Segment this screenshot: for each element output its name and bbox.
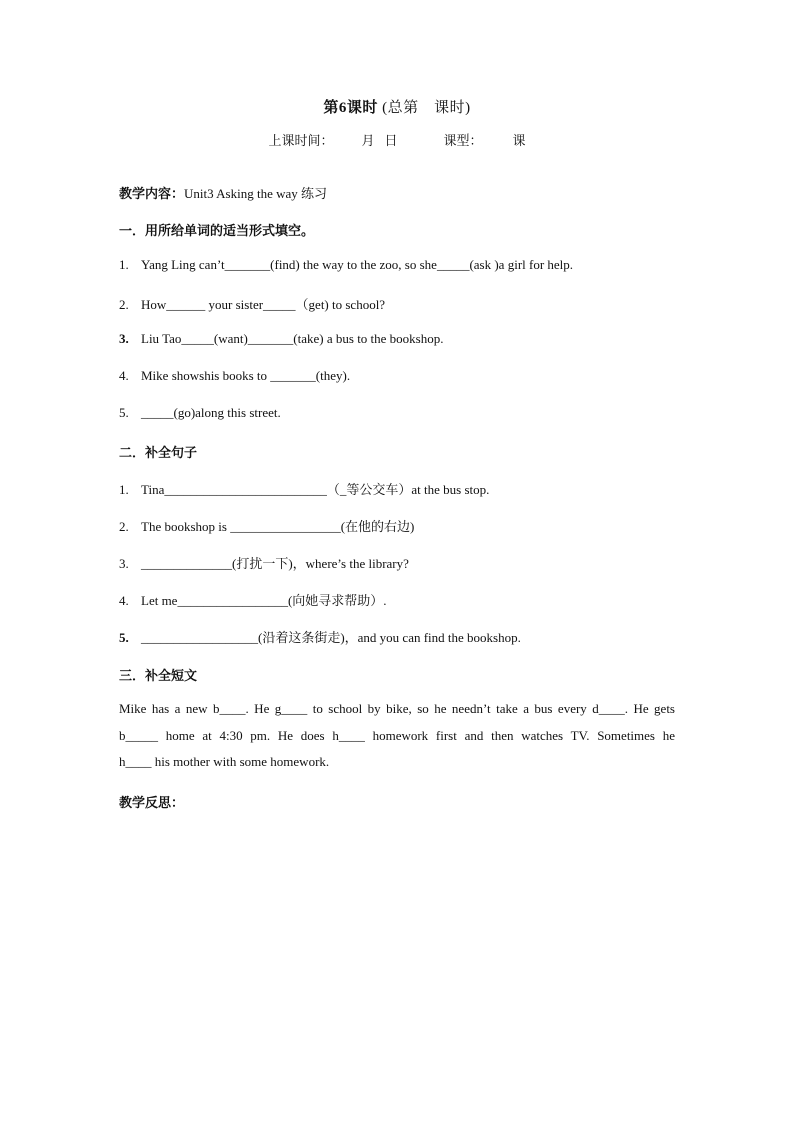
section1-heading: 一．用所给单词的适当形式填空。 [119,223,315,238]
item-text: Let me_________________(向她寻求帮助）. [141,593,387,608]
section2-item [119,479,489,498]
item-text: Liu Tao_____(want)_______(take) a bus to the bookshop. [141,331,444,346]
section1-item [119,294,385,313]
section1-item [119,257,573,273]
teaching-reflection-label: 教学反思： [119,795,185,810]
teaching-content [119,183,327,202]
day-label: 日 [384,133,398,148]
item-text: ______________(打扰一下)，where’s the library? [141,556,409,571]
item-number: 3. [119,331,129,346]
item-number: 2. [119,519,129,534]
item-number: 1. [119,257,129,272]
section1-item [119,405,281,421]
item-text: Yang Ling can’t_______(find) the way to the zoo, so she_____(ask )a girl for help. [141,257,574,272]
title-sub: (总第 课时) [382,100,471,116]
item-number: 5. [119,630,129,645]
item-number: 1. [119,482,129,497]
passage-line: h____ his mother with some homework. [119,754,330,769]
page-title [0,96,794,117]
section3-passage [119,696,675,776]
section2-item [119,590,387,609]
item-number: 2. [119,297,129,312]
section2-item [119,516,414,535]
section1-item [119,331,444,347]
item-text: Tina_________________________（_等公交车）at the bus stop. [141,482,490,497]
item-text: Mike showshis books to _______(they). [141,368,351,383]
title-main: 第6课时 [323,100,378,116]
section3-heading: 三．补全短文 [119,668,198,683]
section1-item [119,368,350,384]
item-number: 5. [119,405,129,420]
item-number: 4. [119,593,129,608]
lesson-label: 课 [512,133,526,148]
item-text: The bookshop is _________________(在他的右边) [141,519,415,534]
lesson-type-label: 课型： [443,133,483,148]
passage-line: b_____ home at 4:30 pm. He does h____ homework first and then watches TV. Sometimes he [119,727,675,743]
month-label: 月 [361,133,375,148]
item-number: 3. [119,556,129,571]
teaching-content-label: 教学内容： [119,186,185,201]
section2-heading: 二．补全句子 [119,445,198,460]
item-text: __________________(沿着这条街走)，and you can find the bookshop. [141,630,521,645]
class-time-label: 上课时间： [268,133,334,148]
item-number: 4. [119,368,129,383]
passage-line: Mike has a new b____. He g____ to school by bike, so he needn’t take a bus every d____. He gets [119,701,675,716]
class-meta-row [0,130,794,149]
item-text: _____(go)along this street. [141,405,281,420]
section2-item [119,553,409,572]
item-text: How______ your sister_____（get) to school? [141,297,386,312]
teaching-content-value: Unit3 Asking the way 练习 [184,186,328,201]
section2-item [119,627,521,646]
